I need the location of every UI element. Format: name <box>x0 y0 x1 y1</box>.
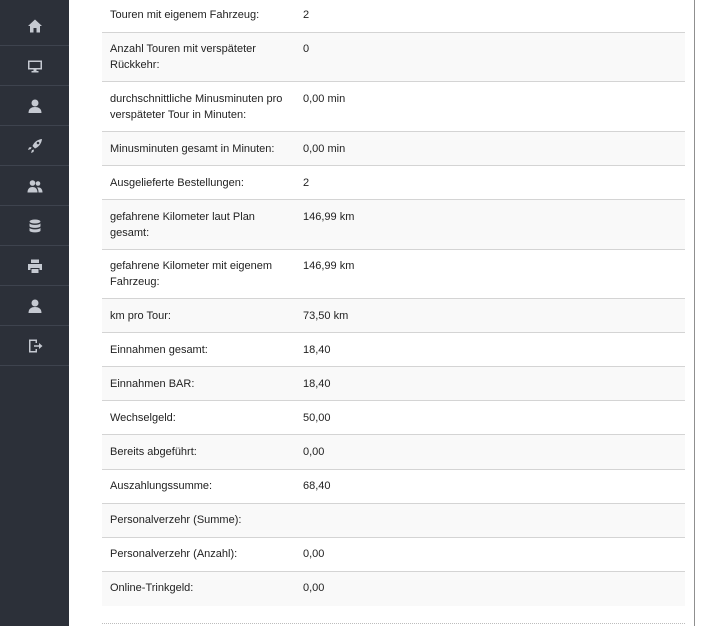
row-label: Personalverzehr (Anzahl): <box>110 548 238 560</box>
nav-home[interactable] <box>0 6 69 46</box>
table-row <box>102 82 685 132</box>
table-row <box>102 299 685 333</box>
row-label: Ausgelieferte Bestellungen: <box>110 177 244 189</box>
nav-users[interactable] <box>0 166 69 206</box>
row-label: Touren mit eigenem Fahrzeug: <box>110 9 260 21</box>
row-value: 0,00 min <box>303 143 346 155</box>
database-icon <box>27 218 43 234</box>
table-row <box>102 572 685 606</box>
table-row <box>102 200 685 250</box>
row-label: Auszahlungssumme: <box>110 480 213 492</box>
nav-monitor[interactable] <box>0 46 69 86</box>
row-label: Anzahl Touren mit verspäteter Rückkehr: <box>110 43 256 71</box>
user-icon <box>27 98 43 114</box>
row-label: durchschnittliche Minusminuten pro verspäteter Tour in Minuten: <box>110 93 283 121</box>
row-label: gefahrene Kilometer laut Plan gesamt: <box>110 211 255 239</box>
row-label: Online-Trinkgeld: <box>110 582 194 594</box>
row-value: 50,00 <box>303 412 331 424</box>
stats-table <box>102 0 685 606</box>
table-row <box>102 333 685 367</box>
home-icon <box>27 18 43 34</box>
table-row <box>102 250 685 299</box>
nav-database[interactable] <box>0 206 69 246</box>
row-label: Minusminuten gesamt in Minuten: <box>110 143 275 155</box>
nav-profile[interactable] <box>0 286 69 326</box>
row-value: 0 <box>303 43 310 55</box>
table-row <box>102 538 685 572</box>
row-label: Einnahmen BAR: <box>110 378 195 390</box>
table-row <box>102 367 685 401</box>
row-value: 146,99 km <box>303 260 355 272</box>
nav-logout[interactable] <box>0 326 69 366</box>
content-border <box>694 0 695 626</box>
row-value: 68,40 <box>303 480 331 492</box>
table-row <box>102 0 685 33</box>
row-value: 0,00 min <box>303 93 346 105</box>
row-value: 146,99 km <box>303 211 355 223</box>
row-value: 0,00 <box>303 548 325 560</box>
table-row <box>102 435 685 470</box>
row-value: 73,50 km <box>303 310 349 322</box>
table-row <box>102 33 685 82</box>
users-icon <box>27 178 43 194</box>
row-value: 0,00 <box>303 582 325 594</box>
table-row <box>102 504 685 538</box>
row-label: Bereits abgeführt: <box>110 446 197 458</box>
row-value: 18,40 <box>303 344 331 356</box>
row-value: 0,00 <box>303 446 325 458</box>
nav-rocket[interactable] <box>0 126 69 166</box>
row-label: Einnahmen gesamt: <box>110 344 208 356</box>
row-value: 2 <box>303 177 310 189</box>
nav-printer[interactable] <box>0 246 69 286</box>
row-label: Personalverzehr (Summe): <box>110 514 242 526</box>
row-value: 18,40 <box>303 378 331 390</box>
user-icon <box>27 298 43 314</box>
sidebar <box>0 0 69 626</box>
table-row <box>102 132 685 166</box>
nav-user[interactable] <box>0 86 69 126</box>
row-value: 2 <box>303 9 310 21</box>
row-label: Wechselgeld: <box>110 412 176 424</box>
monitor-icon <box>27 58 43 74</box>
logout-icon <box>27 338 43 354</box>
table-row <box>102 470 685 504</box>
row-label: km pro Tour: <box>110 310 171 322</box>
rocket-icon <box>27 138 43 154</box>
table-row <box>102 166 685 200</box>
footer-divider <box>102 623 685 624</box>
row-label: gefahrene Kilometer mit eigenem Fahrzeug: <box>110 260 273 288</box>
printer-icon <box>27 258 43 274</box>
table-row <box>102 401 685 435</box>
